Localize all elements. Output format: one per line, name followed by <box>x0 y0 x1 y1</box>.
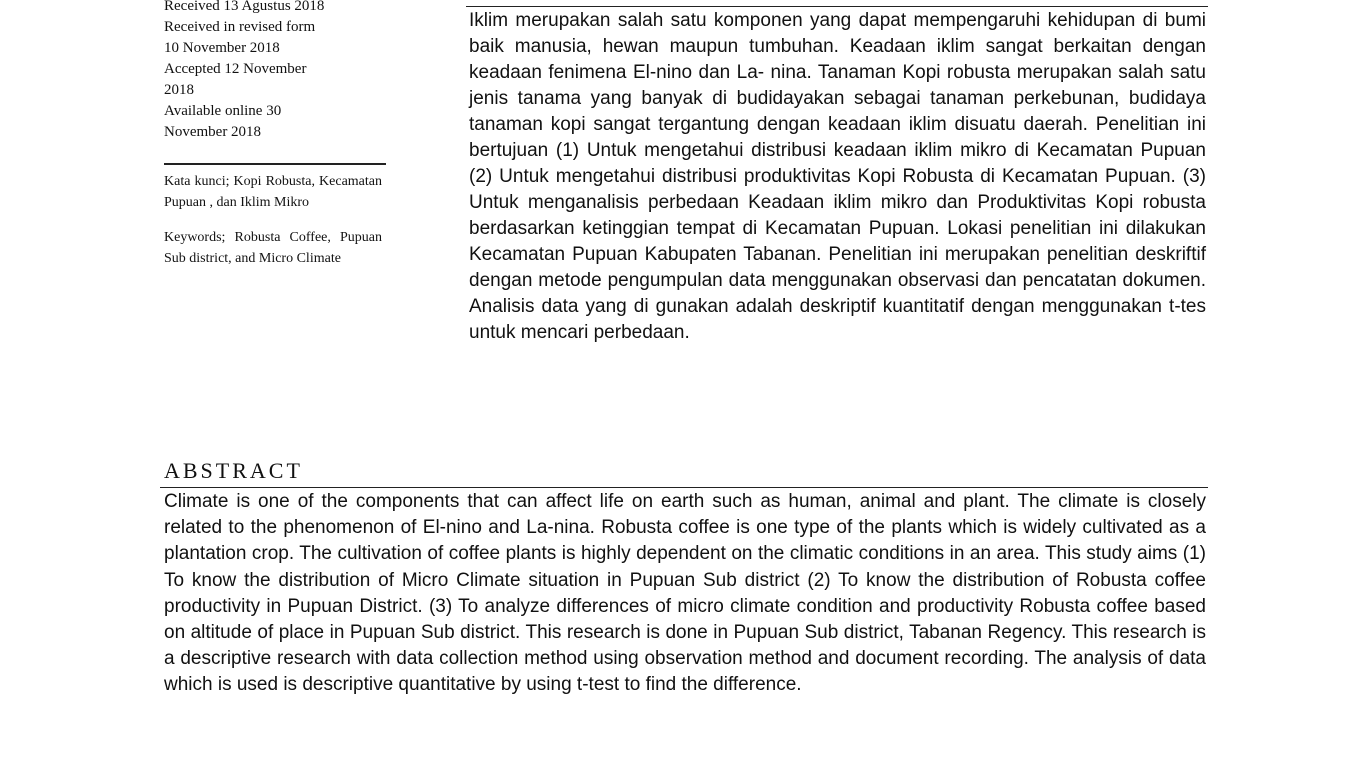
history-available: Available online 30 <box>164 103 282 119</box>
abstract-text: Climate is one of the components that can affect life on earth such as human, animal and plant. The climate is closely related to the phenomenon of El-nino and La-nina. Robusta coffee is one type of the plants which is widely cultivated as a plantation crop. The cultivation of coffee plants is highly dependent on the climatic conditions in an area. This study aims (1) To know the distribution of Micro Climate situation in Pupuan Sub district (2) To know the distribution of Robusta coffee productivity in Pupuan District. (3) To analyze differences of micro climate condition and productivity Robusta coffee based on altitude of place in Pupuan Sub district. This research is done in Pupuan Sub district, Tabanan Regency. This research is a descriptive research with data collection method using observation method and document recording. The analysis of data which is used is descriptive quantitative by using t-test to find the difference. <box>164 491 1206 696</box>
history-accepted-year: 2018 <box>164 82 194 98</box>
abstract-rule <box>160 487 1208 488</box>
abstrak-top-rule <box>466 6 1208 7</box>
history-accepted: Accepted 12 November <box>164 61 307 77</box>
article-info-spacer <box>164 8 469 372</box>
history-received: Received 13 Agustus 2018 <box>164 0 325 14</box>
abstrak-section <box>164 8 1206 372</box>
abstrak-text: Iklim merupakan salah satu komponen yang dapat mempengaruhi kehidupan di bumi baik manusia, hewan maupun tumbuhan. Keadaan iklim sangat berkaitan dengan keadaan fenimena El-nino dan La- nina. Tanaman Kopi robusta merupakan salah satu jenis tanama yang banyak di budidayakan sebagai tanaman perkebunan, budidaya tanaman kopi sangat tergantung dengan keadaan iklim disuatu daerah. Penelitian ini bertujuan (1) Untuk mengetahui distribusi keadaan iklim mikro di Kecamatan Pupuan (2) Untuk mengetahui distribusi produktivitas Kopi Robusta di Kecamatan Pupuan. (3) Untuk menganalisis perbedaan Keadaan iklim mikro dan Produktivitas Kopi robusta berdasarkan ketinggian tempat di Kecamatan Pupuan. Lokasi penelitian ini dilakukan Kecamatan Pupuan Kabupaten Tabanan. Penelitian ini merupakan penelitian deskriftif dengan metode pengumpulan data menggunakan observasi dan pencatatan dokumen. Analisis data yang di gunakan adalah deskriptif kuantitatif dengan menggunakan t-tes untuk mencari perbedaan. <box>469 10 1206 343</box>
keywords-indonesian: Kata kunci; Kopi Robusta, Kecamatan Pupuan , dan Iklim Mikro <box>164 174 382 210</box>
keywords-english: Keywords; Robusta Coffee, Pupuan Sub district, and Micro Climate <box>164 230 382 266</box>
history-available-date: November 2018 <box>164 124 262 140</box>
history-revised-label: Received in revised form <box>164 19 316 35</box>
abstract-heading: ABSTRACT <box>164 458 303 483</box>
history-revised-date: 10 November 2018 <box>164 40 280 56</box>
